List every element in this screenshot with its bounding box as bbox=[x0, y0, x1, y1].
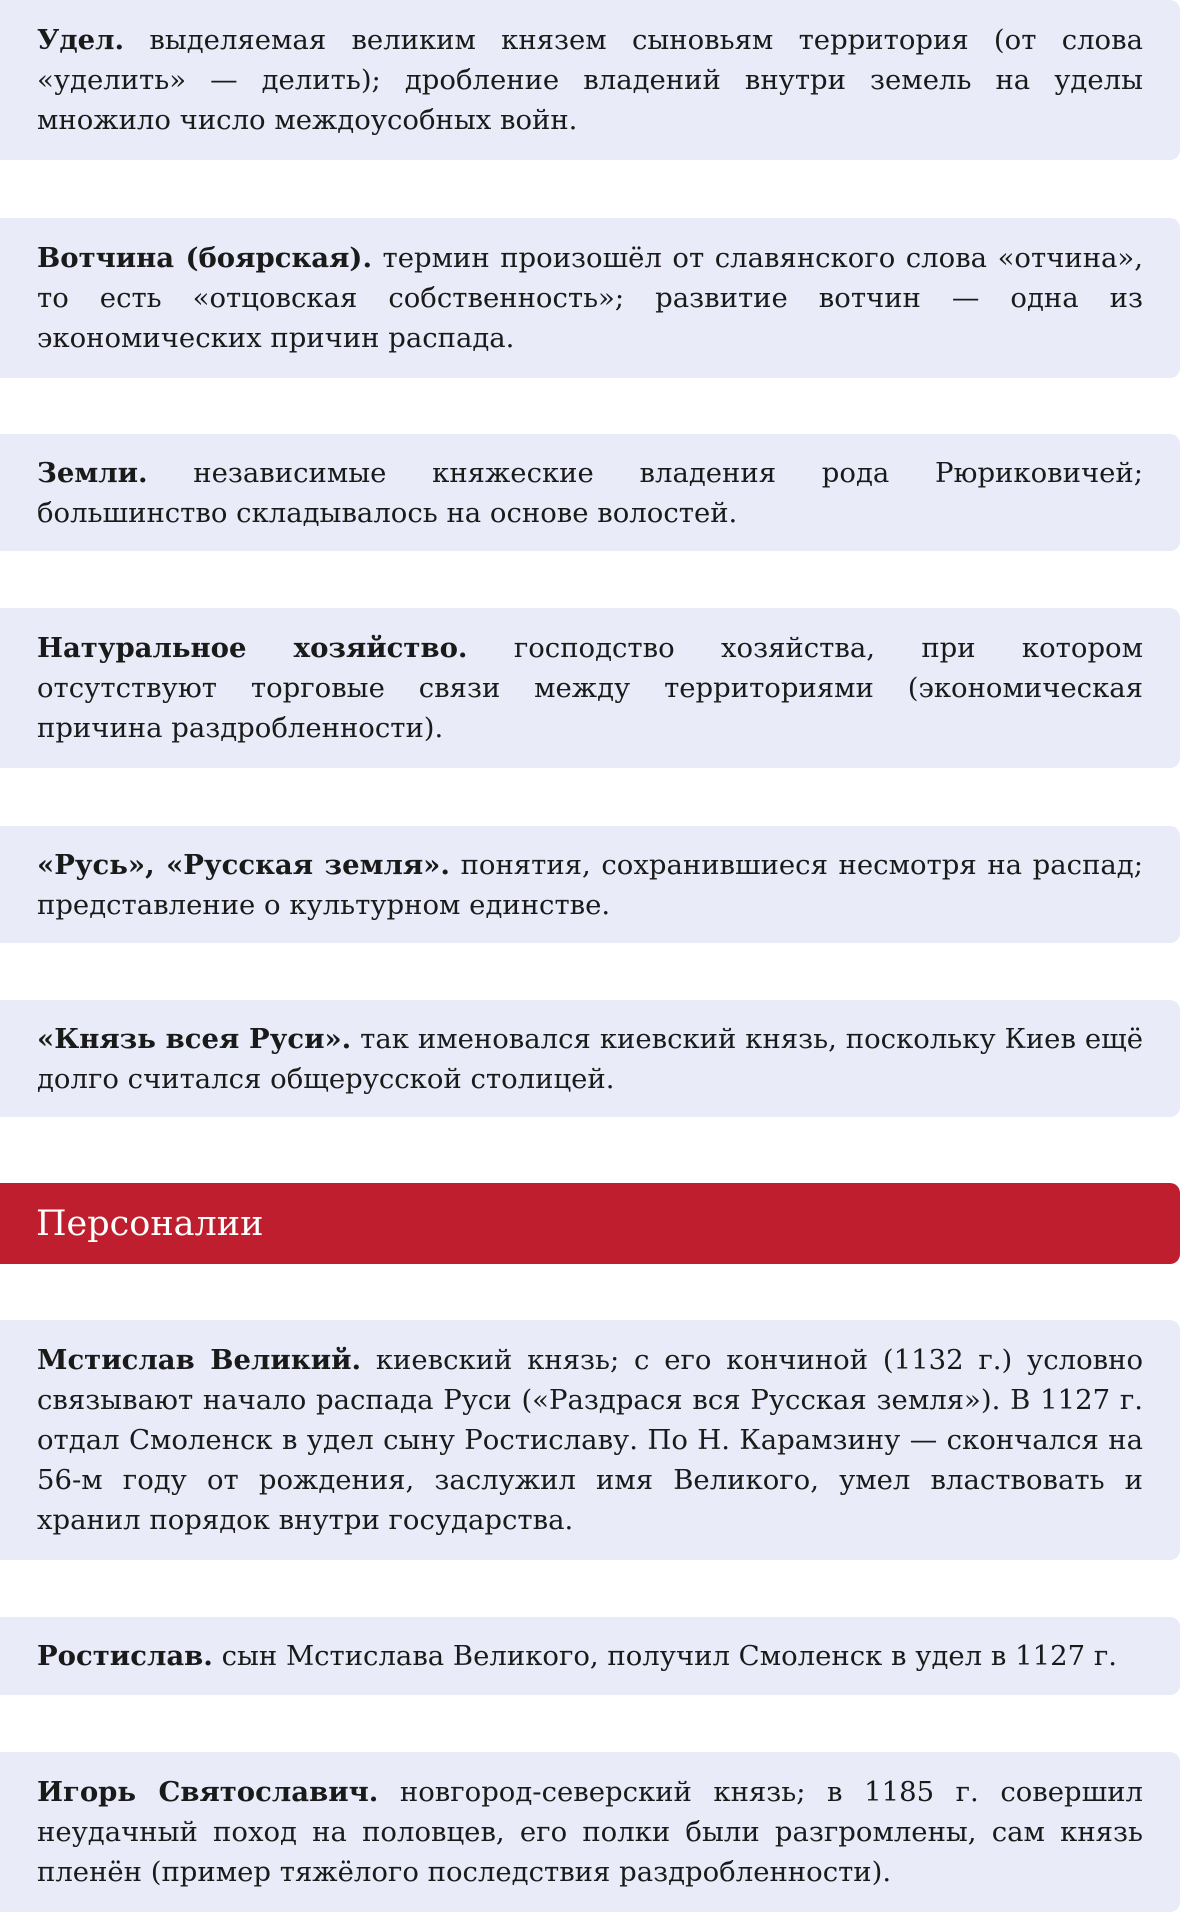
person-card-rostislav bbox=[0, 1617, 1180, 1695]
glossary-entry bbox=[37, 453, 1143, 533]
glossary-card-naturalnoe-hozyaystvo bbox=[0, 608, 1180, 768]
term-definition: понятия, сохранившиеся несмотря на распад; представление о культурном единстве. bbox=[37, 848, 1143, 921]
person-description: сын Мстислава Великого, получил Смоленск в удел в 1127 г. bbox=[212, 1640, 1117, 1672]
glossary-entry bbox=[37, 1019, 1143, 1099]
term-label: «Князь всея Руси». bbox=[37, 1022, 352, 1055]
glossary-card-udel bbox=[0, 0, 1180, 160]
term-label: Земли. bbox=[37, 456, 148, 489]
glossary-entry bbox=[37, 20, 1143, 140]
term-definition: независимые княжеские владения рода Рюриковичей; большинство складывалось на основе волостей. bbox=[37, 456, 1143, 529]
glossary-entry bbox=[37, 628, 1143, 748]
person-entry bbox=[37, 1340, 1143, 1540]
person-name: Мстислав Великий. bbox=[37, 1344, 362, 1376]
glossary-card-knyaz-vseya-rusi bbox=[0, 1000, 1180, 1117]
person-description: новгород-северский князь; в 1185 г. совершил неудачный поход на половцев, его полки были разгромлены, сам князь пленён (пример тяжёлого последствия раздробленности). bbox=[37, 1776, 1143, 1888]
person-card-mstislav bbox=[0, 1320, 1180, 1560]
term-label: Натуральное хозяйство. bbox=[37, 632, 468, 664]
person-card-igor bbox=[0, 1752, 1180, 1912]
term-definition: господство хозяйства, при котором отсутствуют торговые связи между территориями (экономическая причина раздробленности). bbox=[37, 632, 1143, 744]
glossary-card-zemli bbox=[0, 434, 1180, 551]
glossary-entry bbox=[37, 845, 1143, 925]
term-definition: выделяемая великим князем сыновьям территория (от слова «уделить» — делить); дробление владений внутри земель на уделы множило число междоусобных войн. bbox=[37, 24, 1143, 136]
person-entry bbox=[37, 1636, 1143, 1676]
glossary-entry bbox=[37, 238, 1143, 358]
term-definition: так именовался киевский князь, поскольку Киев ещё долго считался общерусской столицей. bbox=[37, 1022, 1143, 1095]
person-entry bbox=[37, 1772, 1143, 1892]
person-description: киевский князь; с его кончиной (1132 г.) условно связывают начало распада Руси («Раздрася вся Русская земля»). В 1127 г. отдал Смоленск в удел сыну Ростиславу. По Н. Карамзину — скончался на 56-м году от рождения, заслужил имя Великого, умел властвовать и хранил порядок внутри государства. bbox=[37, 1344, 1143, 1536]
person-name: Ростислав. bbox=[37, 1640, 213, 1672]
glossary-card-votchina bbox=[0, 218, 1180, 378]
term-label: Вотчина (боярская). bbox=[37, 242, 373, 274]
person-name: Игорь Святославич. bbox=[37, 1776, 379, 1808]
term-definition: термин произошёл от славянского слова «отчина», то есть «отцовская собственность»; развитие вотчин — одна из экономических причин распада. bbox=[37, 242, 1143, 354]
section-title: Персоналии bbox=[36, 1203, 264, 1244]
term-label: «Русь», «Русская земля». bbox=[37, 848, 450, 881]
section-header-personalii bbox=[0, 1183, 1180, 1264]
term-label: Удел. bbox=[37, 24, 125, 56]
glossary-card-rus bbox=[0, 826, 1180, 943]
